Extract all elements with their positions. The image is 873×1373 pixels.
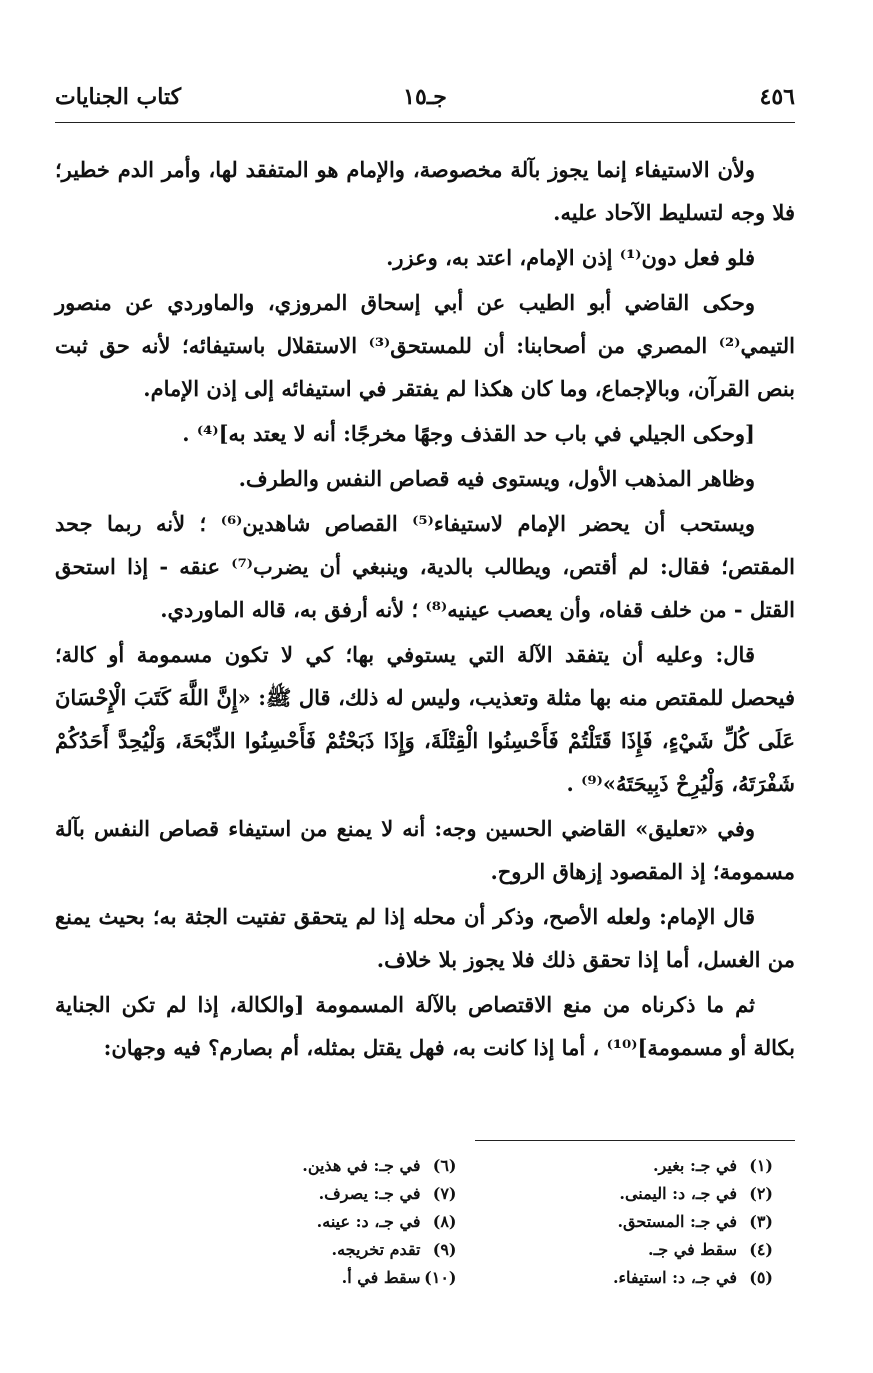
footnotes — [140, 1152, 795, 1292]
footnote: (٧)في جـ: يصرف. — [318, 1184, 457, 1203]
footnote: (٩)تقدم تخريجه. — [331, 1240, 457, 1259]
footnote: (٣)في جـ: المستحق. — [617, 1212, 773, 1231]
footnote: (٥)في جـ، د: استيفاء. — [612, 1268, 773, 1287]
paragraph: ثم ما ذكرناه من منع الاقتصاص بالآلة المسمومة [والكالة، إذا لم تكن الجناية بكالة أو مسمومة]⁽¹⁰⁾ ، أما إذا كانت به، فهل يقتل بمثله، أم بصارم؟ فيه وجهان: — [55, 992, 795, 1060]
footnote: (٨)في جـ، د: عينه. — [316, 1212, 457, 1231]
footnote-separator — [475, 1140, 795, 1141]
paragraph: [وحكى الجيلي في باب حد القذف وجهًا مخرجًا: أنه لا يعتد به]⁽⁴⁾ . — [182, 421, 755, 446]
paragraph: ويستحب أن يحضر الإمام لاستيفاء⁽⁵⁾ القصاص شاهدين⁽⁶⁾ ؛ لأنه ربما جحد المقتص؛ فقال: لم أقتص، ويطالب بالدية، وينبغي أن يضرب⁽⁷⁾ عنقه - إذا استحق القتل - من خلف قفاه، وأن يعصب عينيه⁽⁸⁾ ؛ لأنه أرفق به، قاله الماوردي. — [55, 511, 796, 622]
paragraph: قال: وعليه أن يتفقد الآلة التي يستوفي بها؛ كي لا تكون مسمومة أو كالة؛ فيحصل للمقتص منه بها مثلة وتعذيب، وليس له ذلك، قال ﷺ: «إِنَّ اللَّهَ كَتَبَ الْإِحْسَانَ عَلَى كُلِّ شَيْءٍ، فَإِذَا قَتَلْتُمْ فَأَحْسِنُوا الْقِتْلَةَ، وَإِذَا ذَبَحْتُمْ فَأَحْسِنُوا الذِّبْحَةَ، وَلْيُحِدَّ أَحَدُكُمْ شَفْرَتَهُ، وَلْيُرِحْ ذَبِيحَتَهُ»⁽⁹⁾ . — [55, 642, 795, 796]
paragraph: قال الإمام: ولعله الأصح، وذكر أن محله إذا لم يتحقق تفتيت الجثة به؛ بحيث يمنع من الغسل، أما إذا تحقق ذلك فلا يجوز بلا خلاف. — [55, 904, 795, 972]
footnote: (٤)سقط في جـ. — [648, 1240, 773, 1259]
footnote: (١)في جـ: بغير. — [652, 1156, 773, 1175]
paragraph: وظاهر المذهب الأول، ويستوى فيه قصاص النفس والطرف. — [238, 466, 755, 491]
page-header — [55, 82, 795, 123]
footnote-column-right — [457, 1152, 796, 1292]
paragraph: وحكى القاضي أبو الطيب عن أبي إسحاق المروزي، والماوردي عن منصور التيمي⁽²⁾ المصري من أصحابنا: أن للمستحق⁽³⁾ الاستقلال باستيفائه؛ لأنه حق ثبت بنص القرآن، وبالإجماع، وما كان هكذا لم يفتقر في استيفائه إلى إذن الإمام. — [55, 290, 795, 401]
book-title: كتاب الجنايات — [55, 84, 182, 110]
paragraph: وفي «تعليق» القاضي الحسين وجه: أنه لا يمنع من استيفاء قصاص النفس بآلة مسمومة؛ إذ المقصود إزهاق الروح. — [55, 816, 795, 884]
volume-number: جـ١٥ — [403, 84, 447, 110]
paragraph: ولأن الاستيفاء إنما يجوز بآلة مخصوصة، والإمام هو المتفقد لها، وأمر الدم خطير؛ فلا وجه لتسليط الآحاد عليه. — [55, 157, 795, 225]
main-text — [55, 148, 795, 1069]
paragraph: فلو فعل دون⁽¹⁾ إذن الإمام، اعتد به، وعزر. — [386, 245, 755, 270]
footnote: (١٠)سقط في أ. — [341, 1268, 457, 1287]
page-number: ٤٥٦ — [759, 84, 795, 110]
footnote: (٦)في جـ: في هذين. — [302, 1156, 457, 1175]
footnote: (٢)في جـ، د: اليمنى. — [619, 1184, 773, 1203]
footnote-column-left — [140, 1152, 457, 1292]
